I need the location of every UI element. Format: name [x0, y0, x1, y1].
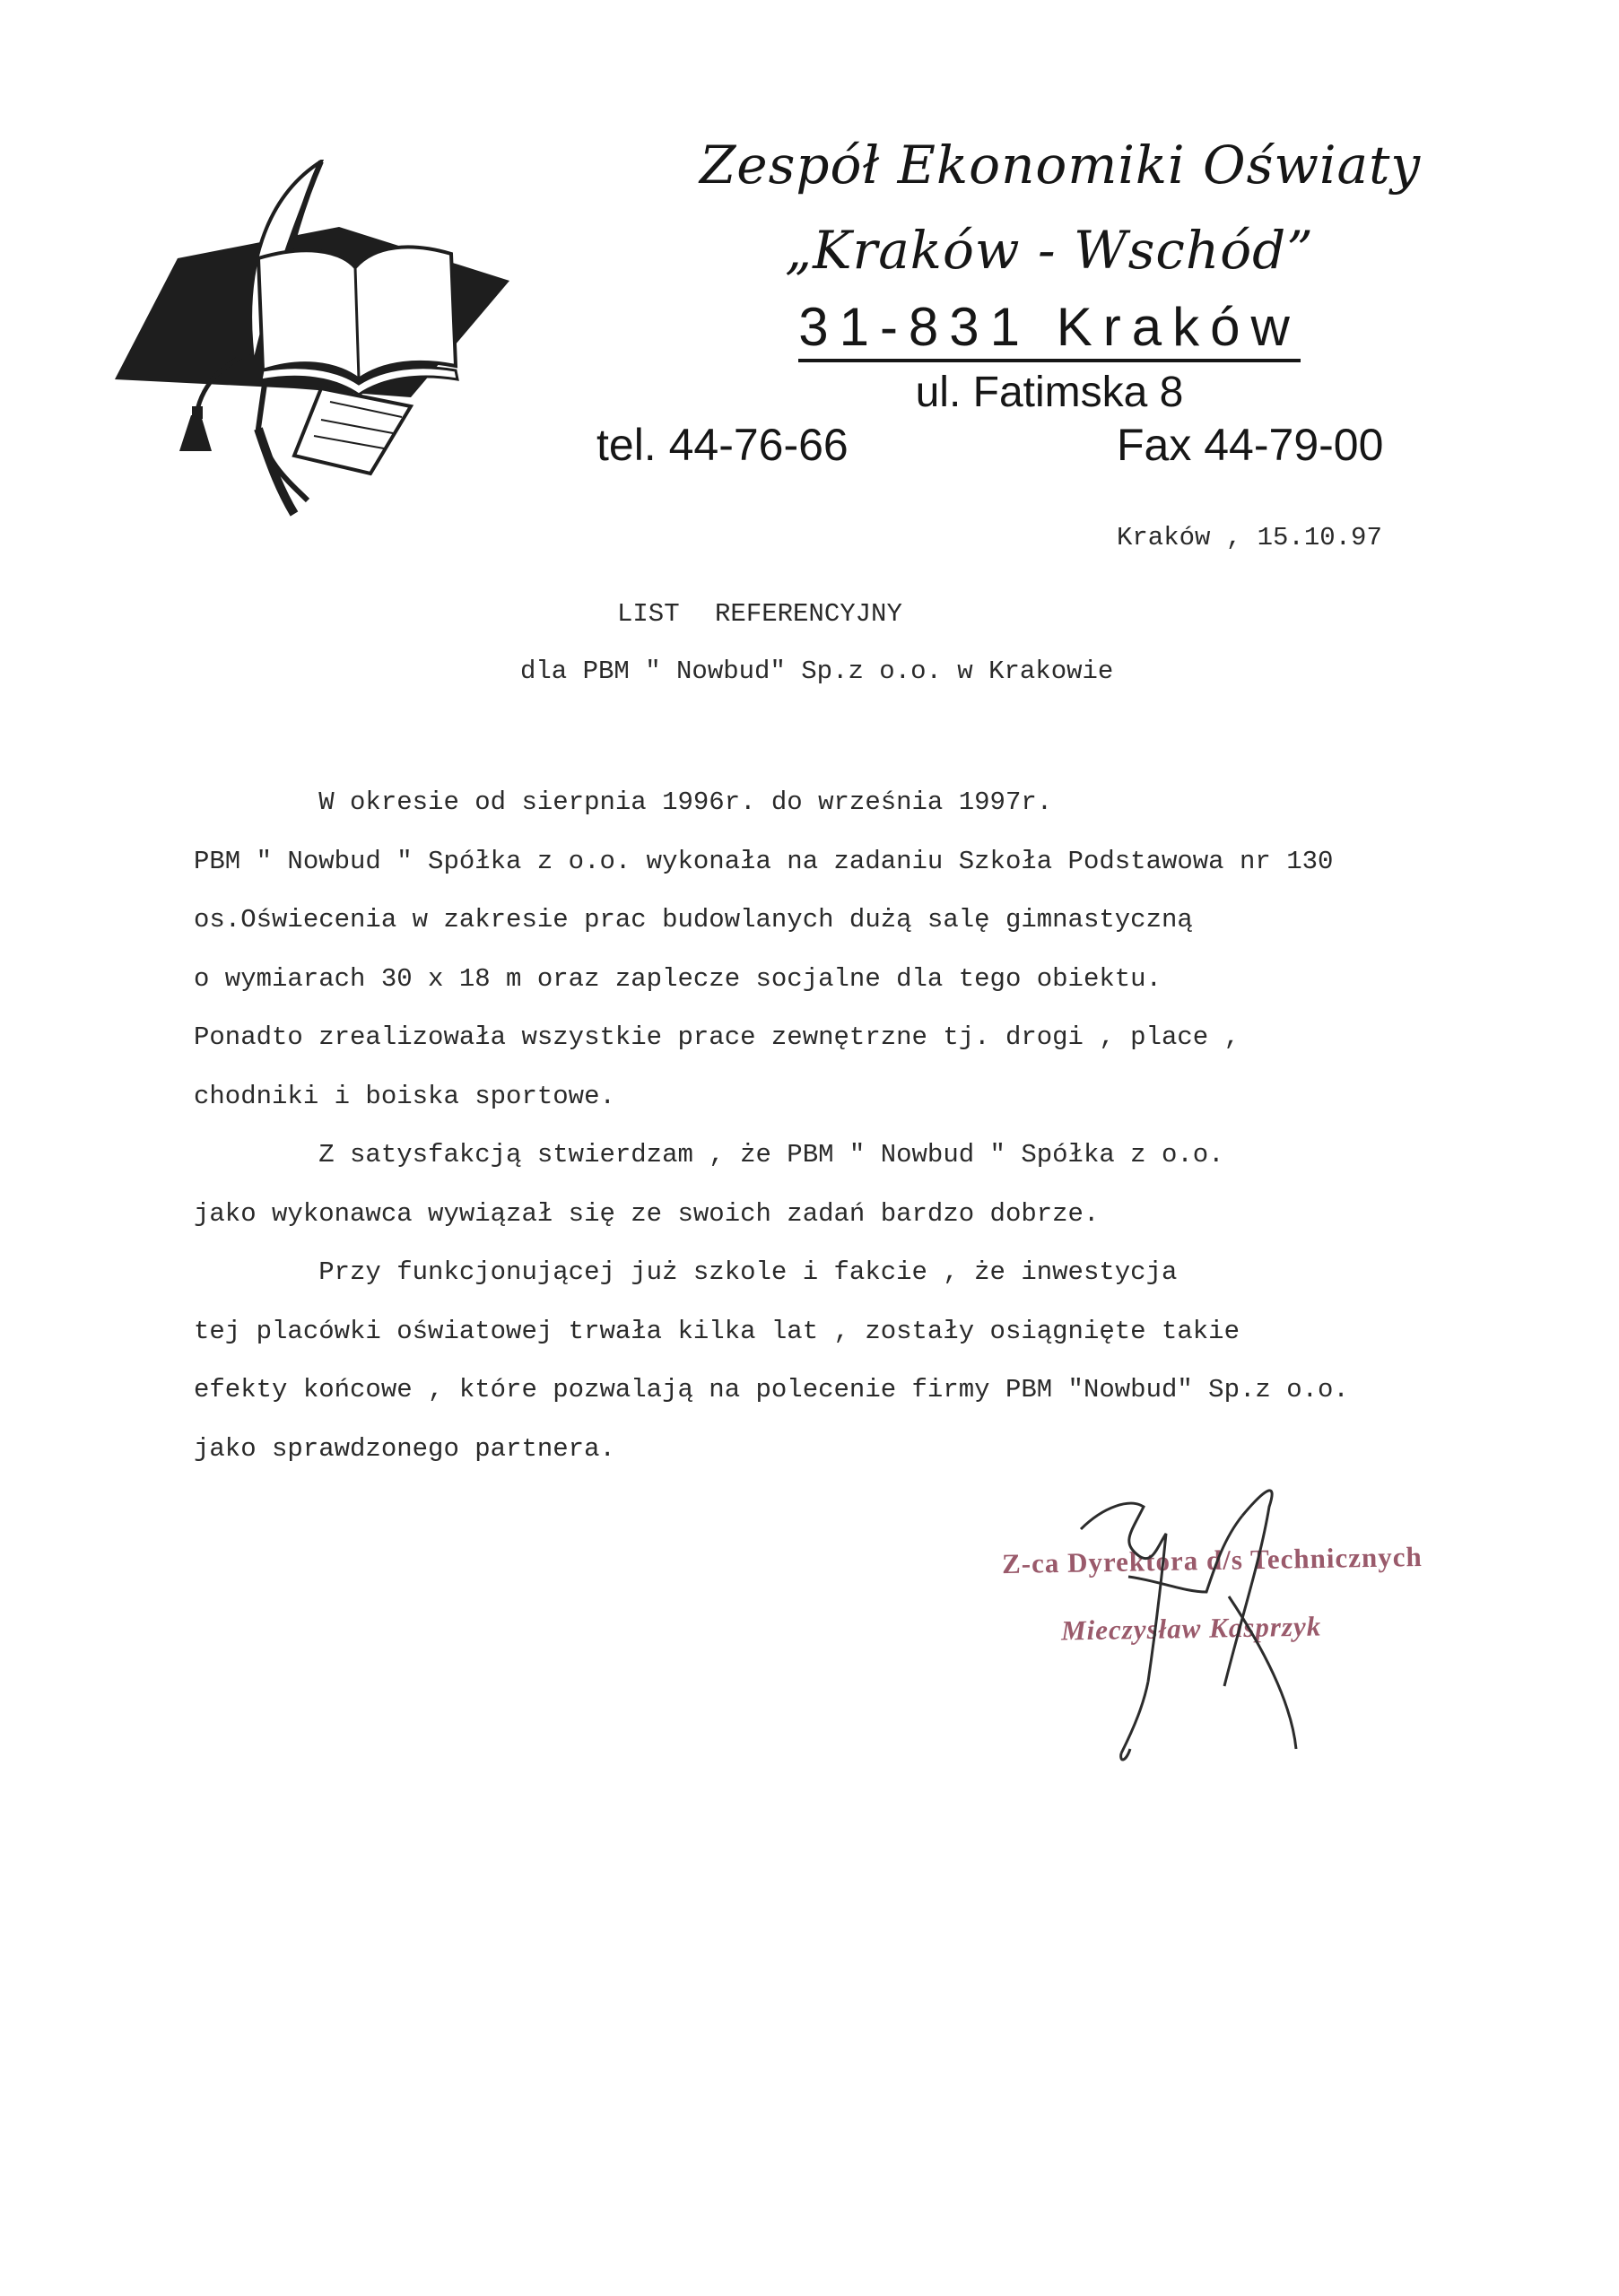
- graduation-cap-book-quill-icon: [115, 160, 509, 518]
- body-line: W okresie od sierpnia 1996r. do września 1997r.: [194, 787, 1053, 817]
- letter-subtitle: dla PBM " Nowbud" Sp.z o.o. w Krakowie: [520, 657, 1114, 686]
- street-address: ul. Fatimska 8: [915, 369, 1184, 416]
- body-line: Z satysfakcją stwierdzam , że PBM " Nowbud " Spółka z o.o.: [194, 1140, 1224, 1170]
- body-line: PBM " Nowbud " Spółka z o.o. wykonała na zadaniu Szkoła Podstawowa nr 130: [194, 846, 1334, 876]
- letter-title: LIST REFERENCYJNY: [617, 599, 902, 629]
- body-line: efekty końcowe , które pozwalają na polecenie firmy PBM "Nowbud" Sp.z o.o.: [194, 1375, 1349, 1405]
- letter-date: Kraków , 15.10.97: [1117, 523, 1382, 552]
- handwritten-signature: [1049, 1480, 1345, 1776]
- body-line: jako wykonawca wywiązał się ze swoich zadań bardzo dobrze.: [194, 1198, 1100, 1229]
- body-line: Ponadto zrealizowała wszystkie prace zewnętrzne tj. drogi , place ,: [194, 1022, 1240, 1052]
- body-line: o wymiarach 30 x 18 m oraz zaplecze socjalne dla tego obiektu.: [194, 963, 1162, 994]
- stamp-title: Z-ca Dyrektora d/s Technicznych: [1001, 1540, 1423, 1580]
- postal-city: [700, 296, 1399, 358]
- body-line: chodniki i boiska sportowe.: [194, 1081, 615, 1111]
- body-line: os.Oświecenia w zakresie prac budowlanych dużą salę gimnastyczną: [194, 905, 1193, 935]
- fax: Fax 44-79-00: [1117, 420, 1384, 470]
- postal-city-text: 31-831 Kraków: [798, 297, 1301, 362]
- institution-subname: „Kraków - Wschód”: [785, 220, 1314, 281]
- institution-name: Zespół Ekonomiki Oświaty: [700, 135, 1422, 196]
- body-line: Przy funkcjonującej już szkole i fakcie , że inwestycja: [194, 1257, 1178, 1287]
- body-line: jako sprawdzonego partnera.: [194, 1433, 615, 1464]
- stamp-name: Mieczysław Kasprzyk: [1060, 1610, 1322, 1647]
- telephone: tel. 44-76-66: [596, 420, 849, 470]
- body-line: tej placówki oświatowej trwała kilka lat , zostały osiągnięte takie: [194, 1316, 1240, 1346]
- letter-body: [194, 773, 1449, 1478]
